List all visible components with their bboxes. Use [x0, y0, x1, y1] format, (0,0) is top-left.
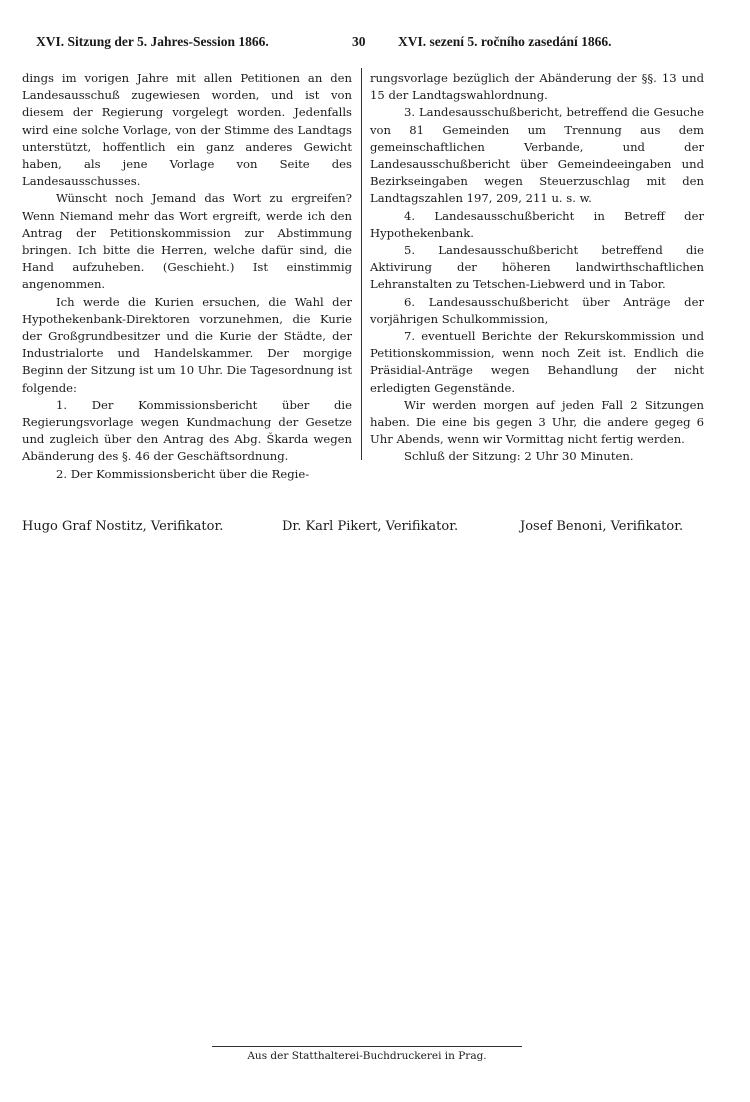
agenda-item: 2. Der Kommissionsbericht über die Regie-: [56, 466, 310, 481]
page-number: 30: [352, 34, 366, 49]
header-german-title: XVI. Sitzung der 5. Jahres-Session 1866.: [36, 34, 269, 49]
agenda-item: 3. Landesausschußbericht, betreffend die Gesuche von 81 Gemeinden um Trennung aus dem gemeinschaftlichen Verbande, und der Landesausschußbericht über Gemeindeeingaben und Bezirkseingaben wegen Steuerzuschlag mit den Landtagszahlen 197, 209, 211 u. s. w.: [370, 105, 704, 206]
paragraph: Wünscht noch Jemand das Wort zu ergreifen? Wenn Niemand mehr das Wort ergreift, werde ich den Antrag der Petitionskommission zur Abstimmung bringen. Ich bitte die Herren, welche dafür sind, die Hand aufzuheben. (Geschieht.) Ist einstimmig angenommen.: [22, 191, 352, 292]
signature-verifier-2: Dr. Karl Pikert, Verifikator.: [282, 519, 459, 534]
footer-rule: [212, 1046, 522, 1047]
paragraph: rungsvorlage bezüglich der Abänderung der §§. 13 und 15 der Landtagswahlordnung.: [370, 71, 704, 103]
right-column: [370, 70, 704, 466]
agenda-item: 5. Landesausschußbericht betreffend die Aktivirung der höheren landwirthschaftlichen Lehranstalten zu Tetschen-Liebwerd und in Tabor.: [370, 243, 704, 292]
paragraph: Wir werden morgen auf jeden Fall 2 Sitzungen haben. Die eine bis gegen 3 Uhr, die andere gegeg 6 Uhr Abends, wenn wir Vormittag nicht fertig werden.: [370, 397, 704, 447]
signature-row: [0, 519, 750, 543]
signature-verifier-1: Hugo Graf Nostitz, Verifikator.: [22, 519, 224, 534]
closing-line: Schluß der Sitzung: 2 Uhr 30 Minuten.: [404, 449, 634, 464]
left-column: [22, 70, 352, 483]
agenda-item: 1. Der Kommissionsbericht über die Regierungsvorlage wegen Kundmachung der Gesetze und zugleich über den Antrag des Abg. Škarda wegen Abänderung des §. 46 der Geschäftsordnung.: [22, 397, 352, 464]
column-divider: [361, 68, 362, 460]
header-czech-title: XVI. sezení 5. ročního zasedání 1866.: [398, 34, 612, 49]
agenda-item: 7. eventuell Berichte der Rekurskommission und Petitionskommission, wenn noch Zeit ist. Endlich die Präsidial-Anträge wegen Behandlung der nicht erledigten Gegenstände.: [370, 329, 704, 395]
signature-verifier-3: Josef Benoni, Verifikator.: [520, 519, 684, 534]
printer-imprint: Aus der Statthalterei-Buchdruckerei in Prag.: [247, 1050, 487, 1062]
agenda-item: 6. Landesausschußbericht über Anträge der vorjährigen Schulkommission,: [370, 294, 704, 326]
paragraph: Ich werde die Kurien ersuchen, die Wahl der Hypothekenbank-Direktoren vorzunehmen, die Kurie der Großgrundbesitzer und die Kurie der Städte, der Industrialorte und Handelskammer. Der morgige Beginn der Sitzung ist um 10 Uhr. Die Tagesordnung ist folgende:: [22, 294, 352, 395]
agenda-item: 4. Landesausschußbericht in Betreff der Hypothekenbank.: [370, 208, 704, 240]
paragraph: dings im vorigen Jahre mit allen Petitionen an den Landesausschuß zugewiesen worden, und ist von diesem der Regierung vorgelegt worden. Jedenfalls wird eine solche Vorlage, von der Stimme des Landtags unterstützt, hoffentlich ein ganz anderes Gewicht haben, als jene Vorlage von Seite des Landesausschusses.: [22, 71, 352, 189]
running-header: [0, 34, 750, 54]
